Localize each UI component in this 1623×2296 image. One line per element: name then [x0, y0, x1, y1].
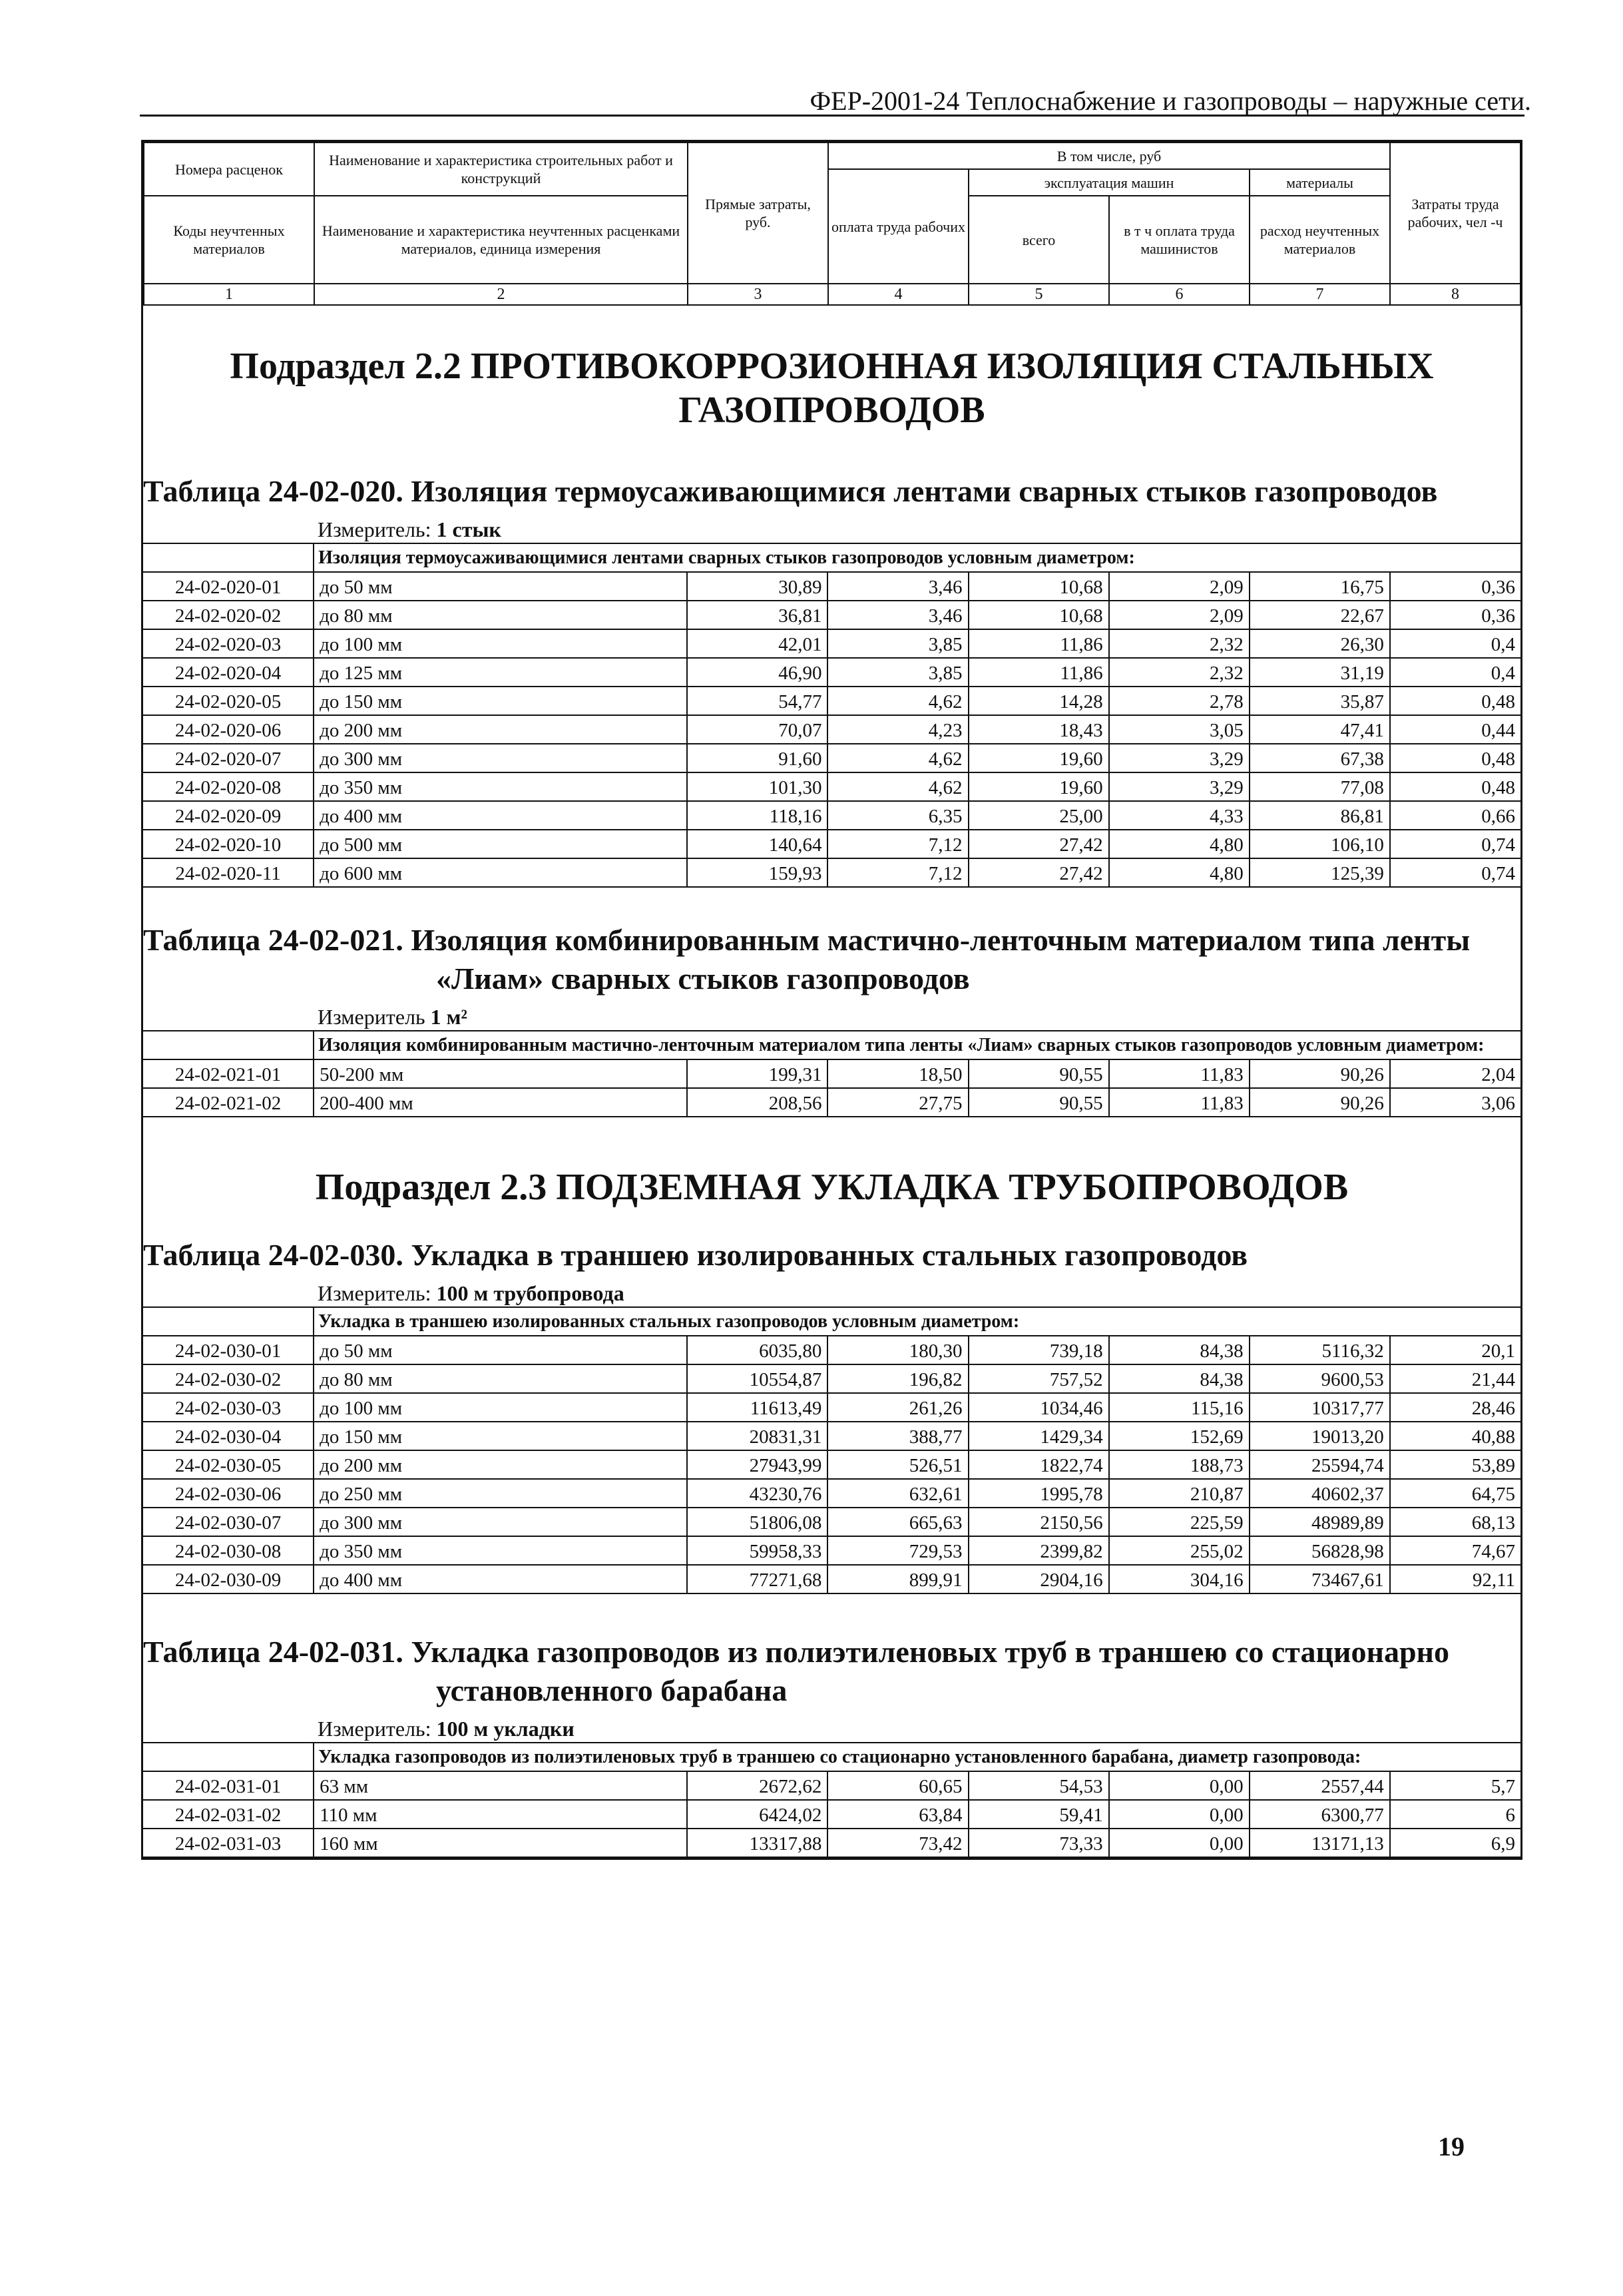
labor-costs: 0,44 — [1390, 715, 1520, 744]
labor-costs: 5,7 — [1390, 1771, 1520, 1800]
header-worker-wages: оплата труда рабочих — [828, 169, 969, 284]
labor-costs: 0,74 — [1390, 830, 1520, 858]
table-row — [143, 1479, 1520, 1508]
materials-cost: 106,10 — [1250, 830, 1390, 858]
operator-wages: 152,69 — [1109, 1422, 1250, 1450]
rates-table — [143, 1030, 1520, 1117]
operator-wages: 2,09 — [1109, 601, 1250, 629]
column-number: 4 — [828, 284, 969, 305]
work-description: до 150 мм — [314, 1422, 687, 1450]
unit-value: 100 м трубопровода — [436, 1281, 624, 1305]
materials-cost: 25594,74 — [1250, 1450, 1390, 1479]
materials-cost: 125,39 — [1250, 858, 1390, 887]
machines-total: 90,55 — [969, 1088, 1109, 1117]
table-title: Таблица 24-02-021. Изоляция комбинированным мастично-ленточным материалом типа ленты «Лиам» сварных стыков газопроводов — [143, 923, 1471, 996]
work-description: до 300 мм — [314, 1508, 687, 1536]
work-description: до 50 мм — [314, 1336, 687, 1364]
worker-wages: 196,82 — [827, 1364, 968, 1393]
header-materials: материалы — [1250, 169, 1390, 196]
running-head: ФЕР-2001-24 Теплоснабжение и газопроводы – наружные сети. — [810, 86, 1531, 116]
machines-total: 90,55 — [969, 1059, 1109, 1088]
materials-cost: 47,41 — [1250, 715, 1390, 744]
column-header — [143, 142, 1521, 306]
direct-costs: 208,56 — [687, 1088, 827, 1117]
direct-costs: 91,60 — [687, 744, 827, 772]
rate-code: 24-02-030-07 — [143, 1508, 314, 1536]
operator-wages: 2,32 — [1109, 629, 1250, 658]
header-machine-operation: эксплуатация машин — [969, 169, 1250, 196]
machines-total: 27,42 — [969, 830, 1109, 858]
work-description: 110 мм — [314, 1800, 687, 1829]
machines-total: 1429,34 — [969, 1422, 1109, 1450]
materials-cost: 48989,89 — [1250, 1508, 1390, 1536]
direct-costs: 11613,49 — [687, 1393, 827, 1422]
header-rule — [140, 115, 1524, 117]
work-description: до 500 мм — [314, 830, 687, 858]
work-description: 160 мм — [314, 1829, 687, 1857]
worker-wages: 665,63 — [827, 1508, 968, 1536]
labor-costs: 28,46 — [1390, 1393, 1520, 1422]
work-description: 200-400 мм — [314, 1088, 687, 1117]
machines-total: 2399,82 — [969, 1536, 1109, 1565]
rates-frame — [141, 140, 1522, 1860]
worker-wages: 261,26 — [827, 1393, 968, 1422]
operator-wages: 84,38 — [1109, 1364, 1250, 1393]
table-row — [143, 1565, 1520, 1593]
rate-code: 24-02-030-02 — [143, 1364, 314, 1393]
worker-wages: 180,30 — [827, 1336, 968, 1364]
direct-costs: 54,77 — [687, 687, 827, 715]
worker-wages: 18,50 — [827, 1059, 968, 1088]
materials-cost: 73467,61 — [1250, 1565, 1390, 1593]
column-numbers — [144, 284, 1520, 305]
direct-costs: 199,31 — [687, 1059, 827, 1088]
operator-wages: 11,83 — [1109, 1088, 1250, 1117]
table-row — [143, 801, 1520, 830]
header-including: В том числе, руб — [828, 143, 1390, 169]
operator-wages: 188,73 — [1109, 1450, 1250, 1479]
table-row — [143, 1771, 1520, 1800]
worker-wages: 3,85 — [827, 629, 968, 658]
direct-costs: 140,64 — [687, 830, 827, 858]
caption-spacer — [143, 1307, 314, 1336]
worker-wages: 3,46 — [827, 572, 968, 601]
worker-wages: 63,84 — [827, 1800, 968, 1829]
labor-costs: 0,48 — [1390, 744, 1520, 772]
table-title: Таблица 24-02-030. Укладка в траншею изолированных стальных газопроводов — [143, 1238, 1248, 1272]
worker-wages: 632,61 — [827, 1479, 968, 1508]
operator-wages: 210,87 — [1109, 1479, 1250, 1508]
table-row — [143, 1508, 1520, 1536]
column-number: 8 — [1390, 284, 1520, 305]
direct-costs: 20831,31 — [687, 1422, 827, 1450]
rate-code: 24-02-020-06 — [143, 715, 314, 744]
rate-code: 24-02-020-01 — [143, 572, 314, 601]
rate-code: 24-02-020-04 — [143, 658, 314, 687]
machines-total: 19,60 — [969, 744, 1109, 772]
operator-wages: 3,29 — [1109, 772, 1250, 801]
unit-label: Измеритель — [318, 1005, 425, 1029]
header-material-use: расход неучтенных материалов — [1250, 196, 1390, 284]
work-description: до 100 мм — [314, 629, 687, 658]
direct-costs: 70,07 — [687, 715, 827, 744]
materials-cost: 16,75 — [1250, 572, 1390, 601]
header-work-name: Наименование и характеристика строительных работ и конструкций — [314, 143, 688, 196]
operator-wages: 115,16 — [1109, 1393, 1250, 1422]
labor-costs: 0,74 — [1390, 858, 1520, 887]
materials-cost: 26,30 — [1250, 629, 1390, 658]
machines-total: 73,33 — [969, 1829, 1109, 1857]
worker-wages: 6,35 — [827, 801, 968, 830]
machines-total: 11,86 — [969, 658, 1109, 687]
direct-costs: 27943,99 — [687, 1450, 827, 1479]
work-description: до 400 мм — [314, 1565, 687, 1593]
table-row — [143, 629, 1520, 658]
worker-wages: 899,91 — [827, 1565, 968, 1593]
table-row — [143, 1059, 1520, 1088]
table-unit — [143, 1715, 1520, 1742]
materials-cost: 19013,20 — [1250, 1422, 1390, 1450]
work-description: до 80 мм — [314, 601, 687, 629]
caption-spacer — [143, 1743, 314, 1771]
machines-total: 2904,16 — [969, 1565, 1109, 1593]
direct-costs: 159,93 — [687, 858, 827, 887]
rate-code: 24-02-030-03 — [143, 1393, 314, 1422]
labor-costs: 0,48 — [1390, 687, 1520, 715]
work-description: до 300 мм — [314, 744, 687, 772]
table-unit — [143, 1004, 1520, 1030]
materials-cost: 35,87 — [1250, 687, 1390, 715]
worker-wages: 7,12 — [827, 830, 968, 858]
materials-cost: 13171,13 — [1250, 1829, 1390, 1857]
worker-wages: 60,65 — [827, 1771, 968, 1800]
unit-label: Измеритель: — [318, 1281, 431, 1305]
rate-code: 24-02-020-03 — [143, 629, 314, 658]
operator-wages: 4,33 — [1109, 801, 1250, 830]
materials-cost: 90,26 — [1250, 1088, 1390, 1117]
operator-wages: 11,83 — [1109, 1059, 1250, 1088]
table-unit — [143, 516, 1520, 543]
rate-code: 24-02-020-10 — [143, 830, 314, 858]
direct-costs: 6035,80 — [687, 1336, 827, 1364]
machines-total: 10,68 — [969, 601, 1109, 629]
unit-value: 1 стык — [436, 517, 501, 541]
work-description: до 350 мм — [314, 1536, 687, 1565]
machines-total: 1822,74 — [969, 1450, 1109, 1479]
operator-wages: 3,29 — [1109, 744, 1250, 772]
machines-total: 25,00 — [969, 801, 1109, 830]
materials-cost: 5116,32 — [1250, 1336, 1390, 1364]
worker-wages: 3,46 — [827, 601, 968, 629]
operator-wages: 0,00 — [1109, 1800, 1250, 1829]
header-operator-wages: в т ч оплата труда машинистов — [1109, 196, 1250, 284]
column-number: 2 — [314, 284, 688, 305]
labor-costs: 21,44 — [1390, 1364, 1520, 1393]
work-description: до 150 мм — [314, 687, 687, 715]
table-caption-row — [143, 1743, 1520, 1771]
operator-wages: 2,78 — [1109, 687, 1250, 715]
rate-code: 24-02-030-04 — [143, 1422, 314, 1450]
caption-spacer — [143, 1031, 314, 1059]
table-caption: Укладка в траншею изолированных стальных газопроводов условным диаметром: — [314, 1307, 1520, 1336]
machines-total: 18,43 — [969, 715, 1109, 744]
machines-total: 59,41 — [969, 1800, 1109, 1829]
labor-costs: 2,04 — [1390, 1059, 1520, 1088]
rate-code: 24-02-021-02 — [143, 1088, 314, 1117]
work-description: 63 мм — [314, 1771, 687, 1800]
machines-total: 11,86 — [969, 629, 1109, 658]
rate-code: 24-02-030-05 — [143, 1450, 314, 1479]
materials-cost: 56828,98 — [1250, 1536, 1390, 1565]
machines-total: 14,28 — [969, 687, 1109, 715]
rate-code: 24-02-020-09 — [143, 801, 314, 830]
worker-wages: 526,51 — [827, 1450, 968, 1479]
labor-costs: 6 — [1390, 1800, 1520, 1829]
direct-costs: 77271,68 — [687, 1565, 827, 1593]
operator-wages: 225,59 — [1109, 1508, 1250, 1536]
table-row — [143, 772, 1520, 801]
column-number: 1 — [144, 284, 314, 305]
column-number: 3 — [688, 284, 828, 305]
direct-costs: 101,30 — [687, 772, 827, 801]
table-title: Таблица 24-02-020. Изоляция термоусаживающимися лентами сварных стыков газопроводов — [143, 474, 1438, 508]
worker-wages: 3,85 — [827, 658, 968, 687]
labor-costs: 40,88 — [1390, 1422, 1520, 1450]
rate-code: 24-02-030-08 — [143, 1536, 314, 1565]
rate-code: 24-02-020-11 — [143, 858, 314, 887]
worker-wages: 4,62 — [827, 772, 968, 801]
materials-cost: 77,08 — [1250, 772, 1390, 801]
machines-total: 757,52 — [969, 1364, 1109, 1393]
column-number: 6 — [1109, 284, 1250, 305]
table-row — [143, 1336, 1520, 1364]
materials-cost: 90,26 — [1250, 1059, 1390, 1088]
rates-table — [143, 1742, 1520, 1858]
operator-wages: 0,00 — [1109, 1771, 1250, 1800]
rates-table — [143, 1306, 1520, 1594]
direct-costs: 36,81 — [687, 601, 827, 629]
header-direct-costs: Прямые затраты, руб. — [688, 143, 828, 284]
operator-wages: 2,09 — [1109, 572, 1250, 601]
materials-cost: 22,67 — [1250, 601, 1390, 629]
document-body — [143, 344, 1520, 1858]
worker-wages: 388,77 — [827, 1422, 968, 1450]
work-description: до 400 мм — [314, 801, 687, 830]
operator-wages: 2,32 — [1109, 658, 1250, 687]
operator-wages: 255,02 — [1109, 1536, 1250, 1565]
table-row — [143, 1393, 1520, 1422]
machines-total: 10,68 — [969, 572, 1109, 601]
machines-total: 19,60 — [969, 772, 1109, 801]
materials-cost: 2557,44 — [1250, 1771, 1390, 1800]
materials-cost: 9600,53 — [1250, 1364, 1390, 1393]
labor-costs: 0,66 — [1390, 801, 1520, 830]
table-caption: Укладка газопроводов из полиэтиленовых труб в траншею со стационарно установленного барабана, диаметр газопровода: — [314, 1743, 1520, 1771]
table-caption: Изоляция термоусаживающимися лентами сварных стыков газопроводов условным диаметром: — [314, 543, 1520, 572]
rate-code: 24-02-020-05 — [143, 687, 314, 715]
machines-total: 739,18 — [969, 1336, 1109, 1364]
labor-costs: 0,4 — [1390, 658, 1520, 687]
worker-wages: 73,42 — [827, 1829, 968, 1857]
table-row — [143, 744, 1520, 772]
machines-total: 1034,46 — [969, 1393, 1109, 1422]
table-caption-row — [143, 1031, 1520, 1059]
section-heading: Подраздел 2.3 ПОДЗЕМНАЯ УКЛАДКА ТРУБОПРОВОДОВ — [315, 1167, 1349, 1208]
worker-wages: 27,75 — [827, 1088, 968, 1117]
labor-costs: 3,06 — [1390, 1088, 1520, 1117]
worker-wages: 4,62 — [827, 687, 968, 715]
rate-code: 24-02-030-09 — [143, 1565, 314, 1593]
labor-costs: 68,13 — [1390, 1508, 1520, 1536]
labor-costs: 20,1 — [1390, 1336, 1520, 1364]
labor-costs: 64,75 — [1390, 1479, 1520, 1508]
unit-value: 100 м укладки — [436, 1717, 575, 1741]
materials-cost: 10317,77 — [1250, 1393, 1390, 1422]
column-number: 5 — [969, 284, 1109, 305]
table-title: Таблица 24-02-031. Укладка газопроводов из полиэтиленовых труб в траншею со стационарно установленного барабана — [143, 1635, 1450, 1707]
direct-costs: 43230,76 — [687, 1479, 827, 1508]
labor-costs: 6,9 — [1390, 1829, 1520, 1857]
materials-cost: 86,81 — [1250, 801, 1390, 830]
table-row — [143, 687, 1520, 715]
rate-code: 24-02-030-06 — [143, 1479, 314, 1508]
work-description: до 600 мм — [314, 858, 687, 887]
materials-cost: 67,38 — [1250, 744, 1390, 772]
labor-costs: 0,48 — [1390, 772, 1520, 801]
labor-costs: 0,36 — [1390, 572, 1520, 601]
work-description: до 100 мм — [314, 1393, 687, 1422]
direct-costs: 51806,08 — [687, 1508, 827, 1536]
table-row — [143, 601, 1520, 629]
header-material-codes: Коды неучтенных материалов — [144, 196, 314, 284]
table-unit — [143, 1280, 1520, 1306]
table-row — [143, 572, 1520, 601]
header-rate-numbers: Номера расценок — [144, 143, 314, 196]
operator-wages: 0,00 — [1109, 1829, 1250, 1857]
rate-code: 24-02-020-02 — [143, 601, 314, 629]
table-row — [143, 1536, 1520, 1565]
rate-code: 24-02-031-02 — [143, 1800, 314, 1829]
machines-total: 2150,56 — [969, 1508, 1109, 1536]
worker-wages: 4,62 — [827, 744, 968, 772]
page-number: 19 — [1438, 2132, 1465, 2161]
column-number: 7 — [1250, 284, 1390, 305]
rate-code: 24-02-031-03 — [143, 1829, 314, 1857]
direct-costs: 2672,62 — [687, 1771, 827, 1800]
table-row — [143, 715, 1520, 744]
work-description: до 200 мм — [314, 1450, 687, 1479]
direct-costs: 30,89 — [687, 572, 827, 601]
worker-wages: 7,12 — [827, 858, 968, 887]
table-caption-row — [143, 543, 1520, 572]
unit-value: 1 м² — [430, 1005, 468, 1029]
table-row — [143, 1800, 1520, 1829]
work-description: до 250 мм — [314, 1479, 687, 1508]
work-description: до 50 мм — [314, 572, 687, 601]
operator-wages: 3,05 — [1109, 715, 1250, 744]
operator-wages: 4,80 — [1109, 858, 1250, 887]
table-row — [143, 830, 1520, 858]
rate-code: 24-02-021-01 — [143, 1059, 314, 1088]
materials-cost: 40602,37 — [1250, 1479, 1390, 1508]
unit-label: Измеритель: — [318, 517, 431, 541]
header-machines-total: всего — [969, 196, 1109, 284]
table-row — [143, 1422, 1520, 1450]
direct-costs: 118,16 — [687, 801, 827, 830]
table-row — [143, 858, 1520, 887]
machines-total: 54,53 — [969, 1771, 1109, 1800]
table-row — [143, 1088, 1520, 1117]
table-row — [143, 1450, 1520, 1479]
table-caption: Изоляция комбинированным мастично-ленточным материалом типа ленты «Лиам» сварных стыков газопроводов условным диаметром: — [314, 1031, 1520, 1059]
direct-costs: 46,90 — [687, 658, 827, 687]
direct-costs: 59958,33 — [687, 1536, 827, 1565]
worker-wages: 729,53 — [827, 1536, 968, 1565]
rate-code: 24-02-020-08 — [143, 772, 314, 801]
machines-total: 1995,78 — [969, 1479, 1109, 1508]
operator-wages: 304,16 — [1109, 1565, 1250, 1593]
machines-total: 27,42 — [969, 858, 1109, 887]
section-heading: Подраздел 2.2 ПРОТИВОКОРРОЗИОННАЯ ИЗОЛЯЦИЯ СТАЛЬНЫХ ГАЗОПРОВОДОВ — [230, 346, 1434, 431]
direct-costs: 42,01 — [687, 629, 827, 658]
labor-costs: 74,67 — [1390, 1536, 1520, 1565]
operator-wages: 84,38 — [1109, 1336, 1250, 1364]
work-description: 50-200 мм — [314, 1059, 687, 1088]
header-material-names: Наименование и характеристика неучтенных расценками материалов, единица измерения — [314, 196, 688, 284]
labor-costs: 92,11 — [1390, 1565, 1520, 1593]
direct-costs: 10554,87 — [687, 1364, 827, 1393]
work-description: до 125 мм — [314, 658, 687, 687]
rates-table — [143, 543, 1520, 888]
table-row — [143, 1364, 1520, 1393]
caption-spacer — [143, 543, 314, 572]
worker-wages: 4,23 — [827, 715, 968, 744]
header-labor-costs: Затраты труда рабочих, чел -ч — [1390, 143, 1520, 284]
direct-costs: 6424,02 — [687, 1800, 827, 1829]
work-description: до 200 мм — [314, 715, 687, 744]
labor-costs: 53,89 — [1390, 1450, 1520, 1479]
labor-costs: 0,36 — [1390, 601, 1520, 629]
operator-wages: 4,80 — [1109, 830, 1250, 858]
direct-costs: 13317,88 — [687, 1829, 827, 1857]
table-row — [143, 658, 1520, 687]
rate-code: 24-02-030-01 — [143, 1336, 314, 1364]
materials-cost: 6300,77 — [1250, 1800, 1390, 1829]
materials-cost: 31,19 — [1250, 658, 1390, 687]
work-description: до 80 мм — [314, 1364, 687, 1393]
labor-costs: 0,4 — [1390, 629, 1520, 658]
work-description: до 350 мм — [314, 772, 687, 801]
table-row — [143, 1829, 1520, 1857]
rate-code: 24-02-031-01 — [143, 1771, 314, 1800]
table-caption-row — [143, 1307, 1520, 1336]
unit-label: Измеритель: — [318, 1717, 431, 1741]
rate-code: 24-02-020-07 — [143, 744, 314, 772]
